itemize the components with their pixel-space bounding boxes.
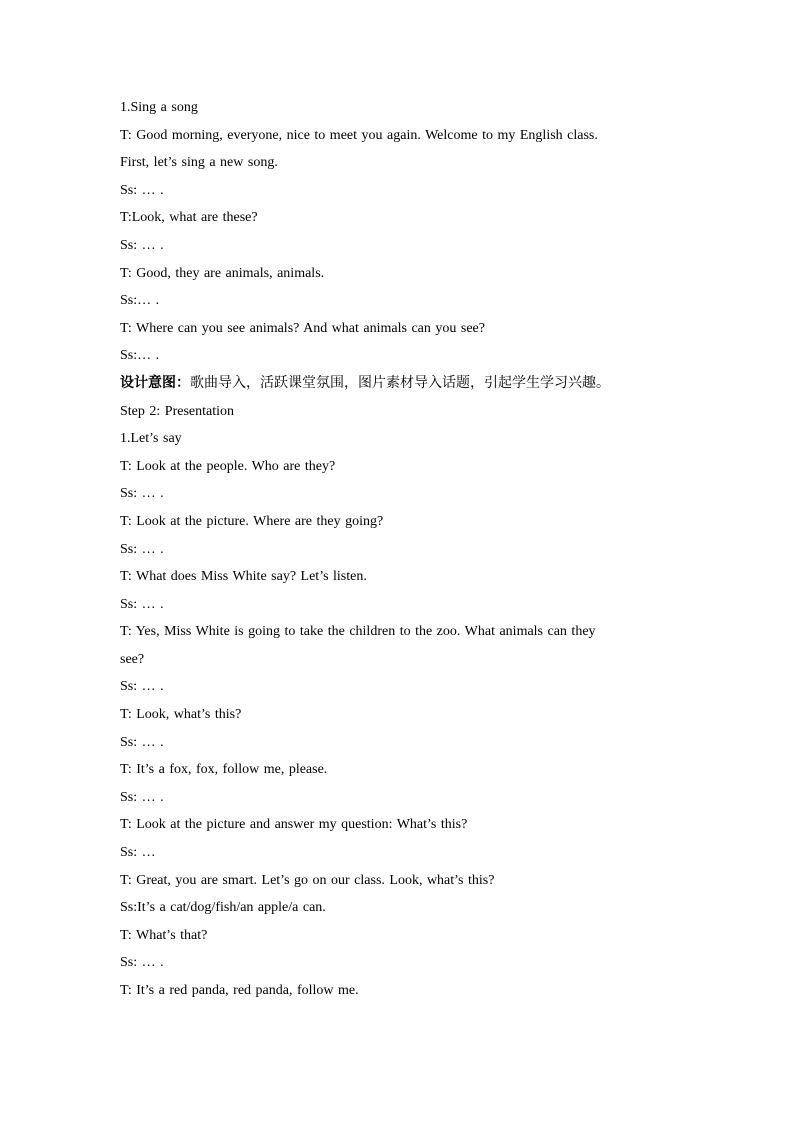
students-line: Ss: … .	[120, 596, 164, 612]
teacher-line: T: Good, they are animals, animals.	[120, 265, 325, 281]
students-line: Ss:It’s a cat/dog/fish/an apple/a can.	[120, 900, 326, 916]
students-line: Ss:… .	[120, 348, 160, 364]
section-heading-sing-a-song: 1.Sing a song	[120, 100, 198, 115]
step-heading-presentation: Step 2: Presentation	[120, 403, 234, 419]
section-heading-lets-say: 1.Let’s say	[120, 431, 182, 447]
students-line: Ss: … .	[120, 486, 164, 502]
teacher-line: T: Where can you see animals? And what animals can you see?	[120, 320, 485, 336]
students-line: Ss: …	[120, 845, 156, 861]
teacher-line: T: Great, you are smart. Let’s go on our class. Look, what’s this?	[120, 872, 495, 888]
teacher-line: T: Look at the people. Who are they?	[120, 458, 336, 474]
teacher-line: T: Look at the picture and answer my question: What’s this?	[120, 817, 468, 833]
design-intent-label: 设计意图：	[120, 374, 190, 391]
students-line: Ss: … .	[120, 789, 164, 805]
students-line: Ss: … .	[120, 237, 164, 253]
teacher-line: T: It’s a fox, fox, follow me, please.	[120, 762, 328, 778]
design-intent-note	[120, 370, 680, 398]
teacher-line-continued: First, let’s sing a new song.	[120, 155, 278, 171]
teacher-line: T: What’s that?	[120, 927, 208, 943]
teacher-line: T: Look at the picture. Where are they going?	[120, 513, 384, 529]
teacher-line: T: Good morning, everyone, nice to meet you again. Welcome to my English class.	[120, 127, 598, 143]
teacher-line: T: It’s a red panda, red panda, follow me.	[120, 983, 359, 998]
students-line: Ss: … .	[120, 679, 164, 695]
teacher-line: T: What does Miss White say? Let’s listen.	[120, 569, 367, 585]
design-intent-text: 歌曲导入，活跃课堂氛围，图片素材导入话题，引起学生学习兴趣。	[190, 374, 610, 391]
teacher-line-continued: see?	[120, 651, 145, 667]
students-line: Ss: … .	[120, 541, 164, 557]
students-line: Ss: … .	[120, 734, 164, 750]
teacher-line: T:Look, what are these?	[120, 210, 258, 226]
teacher-line: T: Look, what’s this?	[120, 707, 242, 723]
teacher-line: T: Yes, Miss White is going to take the children to the zoo. What animals can they	[120, 624, 596, 640]
students-line: Ss: … .	[120, 955, 164, 971]
students-line: Ss: … .	[120, 182, 164, 198]
students-line: Ss:… .	[120, 293, 160, 309]
lesson-transcript	[120, 94, 680, 1005]
